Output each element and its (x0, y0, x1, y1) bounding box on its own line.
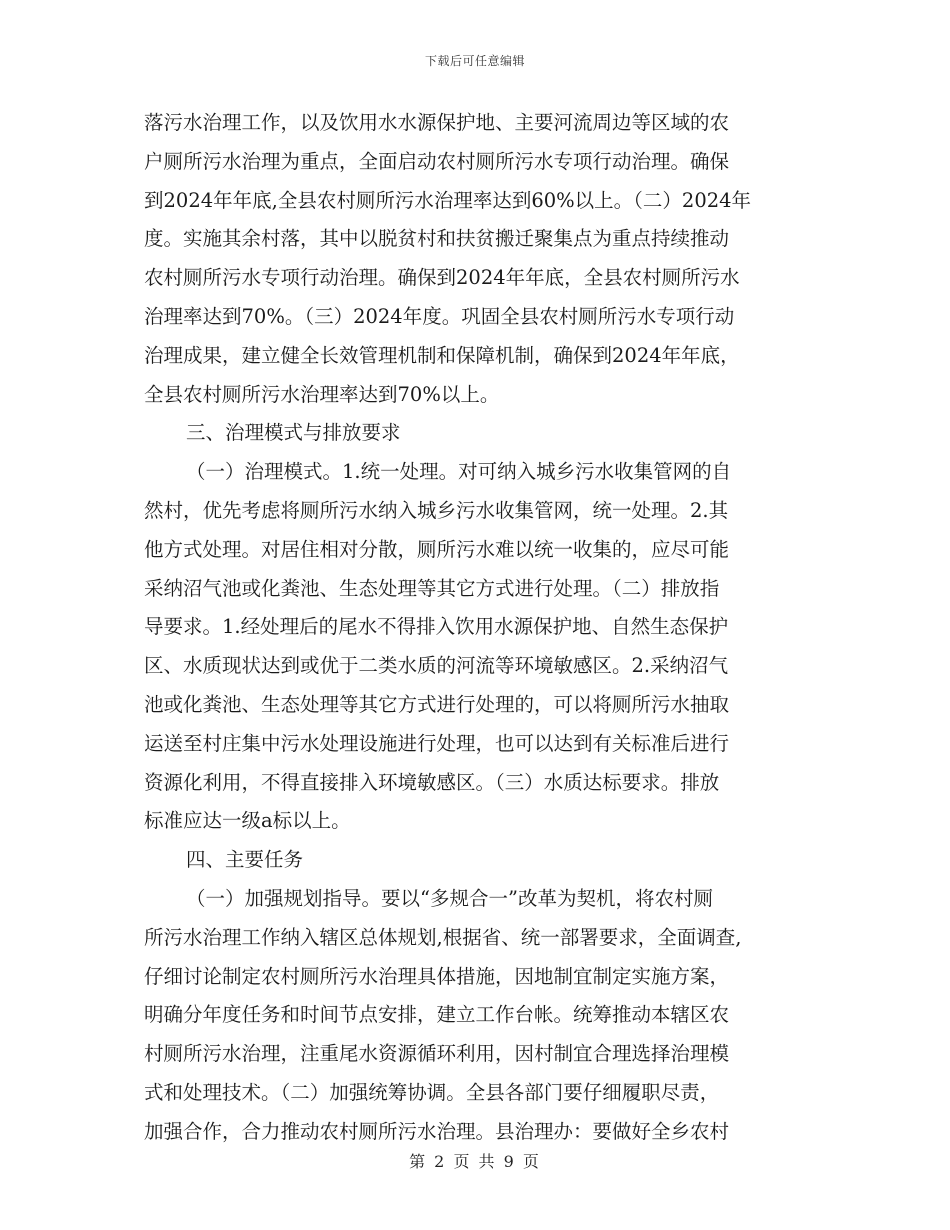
paragraph-line: 仔细讨论制定农村厕所污水治理具体措施，因地制宜制定实施方案， (144, 964, 730, 988)
paragraph-line: 治理成果，建立健全长效管理机制和保障机制，确保到2024年年底， (144, 343, 740, 367)
paragraph-line: 落污水治理工作，以及饮用水水源保护地、主要河流周边等区域的农 (144, 111, 730, 134)
paragraph-line: 户厕所污水治理为重点，全面启动农村厕所污水专项行动治理。确保 (144, 149, 730, 173)
paragraph-line: 村厕所污水治理，注重尾水资源循环利用，因村制宜合理选择治理模 (144, 1042, 730, 1066)
paragraph-line: 他方式处理。对居住相对分散，厕所污水难以统一收集的，应尽可能 (144, 537, 730, 561)
page-header: 下载后可任意编辑 (424, 54, 525, 68)
document-body (144, 104, 812, 1152)
paragraph-line: 明确分年度任务和时间节点安排，建立工作台帐。统筹推动本辖区农 (144, 1003, 730, 1027)
paragraph-line: 采纳沼气池或化粪池、生态处理等其它方式进行处理。（二）排放指 (144, 576, 720, 600)
section-heading: 三、治理模式与排放要求 (186, 421, 401, 445)
paragraph-line: 农村厕所污水专项行动治理。确保到2024年年底，全县农村厕所污水 (144, 266, 740, 290)
paragraph-line: （一）治理模式。1.统一处理。对可纳入城乡污水收集管网的自 (186, 460, 732, 484)
paragraph-line: 到2024年年底,全县农村厕所污水治理率达到60%以上。（二）2024年 (144, 188, 752, 212)
paragraph-line: 所污水治理工作纳入辖区总体规划,根据省、统一部署要求，全面调查, (144, 925, 742, 949)
paragraph-line: 运送至村庄集中污水处理设施进行处理，也可以达到有关标准后进行 (144, 731, 730, 755)
paragraph-line: 全县农村厕所污水治理率达到70%以上。 (144, 382, 500, 406)
paragraph-line: （一）加强规划指导。要以“多规合一”改革为契机，将农村厕 (186, 886, 713, 910)
paragraph-line: 区、水质现状达到或优于二类水质的河流等环境敏感区。2.采纳沼气 (144, 654, 729, 678)
paragraph-line: 加强合作，合力推动农村厕所污水治理。县治理办：要做好全乡农村 (144, 1119, 730, 1143)
paragraph-line: 池或化粪池、生态处理等其它方式进行处理的，可以将厕所污水抽取 (144, 692, 730, 716)
paragraph-line: 然村，优先考虑将厕所污水纳入城乡污水收集管网，统一处理。2.其 (144, 498, 729, 522)
paragraph-line: 度。实施其余村落，其中以脱贫村和扶贫搬迁聚集点为重点持续推动 (144, 227, 730, 251)
section-heading: 四、主要任务 (186, 848, 304, 872)
page-number-footer: 第 2 页 共 9 页 (409, 1152, 541, 1171)
paragraph-line: 式和处理技术。（二）加强统筹协调。全县各部门要仔细履职尽责， (144, 1080, 720, 1104)
paragraph-line: 导要求。1.经处理后的尾水不得排入饮用水源保护地、自然生态保护 (144, 615, 729, 639)
paragraph-line: 资源化利用，不得直接排入环境敏感区。（三）水质达标要求。排放 (144, 770, 720, 794)
paragraph-line: 治理率达到70%。（三）2024年度。巩固全县农村厕所污水专项行动 (144, 304, 735, 328)
paragraph-line: 标准应达一级a标以上。 (144, 809, 351, 833)
